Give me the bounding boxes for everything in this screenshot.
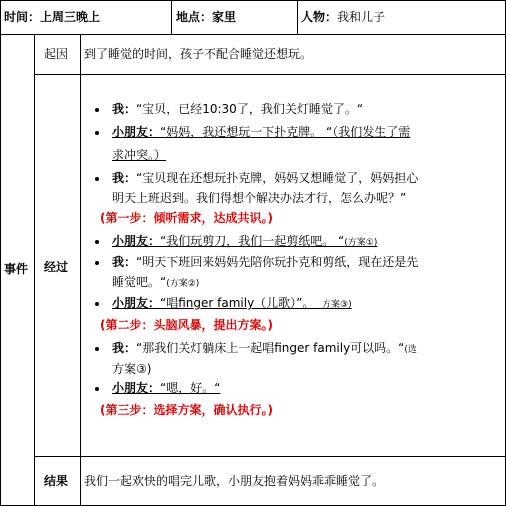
time-cell: 时间：上周三晚上: [4, 10, 101, 24]
bullet-8: [95, 387, 99, 391]
speaker: 我：: [112, 341, 137, 355]
dialogue-text: 睡觉吧。“: [112, 275, 167, 289]
dialogue-item-1: [112, 101, 363, 117]
bullet-5: [95, 261, 99, 265]
dialogue-text: “明天下班回来妈妈先陪你玩扑克和剪纸，现在还是先: [136, 255, 419, 269]
cause-label: 起因: [44, 47, 69, 61]
place-cell: 地点：家里: [176, 10, 237, 24]
label-col-divider: [80, 34, 81, 506]
speaker: 我：: [112, 171, 137, 185]
process-label: 经过: [44, 260, 69, 274]
header-col-divider-2: [297, 0, 298, 34]
result-text: 我们一起欢快的唱完儿歌，小朋友抱着妈妈乖乖睡觉了。: [84, 474, 385, 488]
bullet-6: [95, 302, 99, 306]
speaker: 我：: [112, 102, 137, 116]
step-2: (第二步：头脑风暴，提出方案。): [100, 318, 273, 332]
table-border-left: [0, 0, 1, 506]
dialogue-text: “我们玩剪刀，我们一起剪纸吧。 “: [160, 234, 345, 248]
person-value: 我和儿子: [337, 10, 386, 24]
cause-row-divider: [34, 74, 506, 75]
dialogue-item-2-cont: 求冲突。）: [112, 148, 167, 162]
dialogue-text: “唱finger family（儿歌）”。: [160, 296, 315, 310]
table-border-top: [0, 0, 506, 1]
dialogue-item-3-cont: 明天上班迟到。我们得想个解决办法才行，怎么办呢？”: [112, 191, 407, 205]
header-row-divider: [0, 34, 506, 35]
plan-note: (方案①): [344, 238, 378, 248]
person-label: 人物：: [301, 10, 338, 24]
dialogue-text: “宝贝，已经10:30了，我们关灯睡觉了。“: [136, 102, 364, 116]
speaker: 小朋友：: [112, 125, 161, 139]
dialogue-item-3: [112, 170, 418, 186]
dialogue-text: “嗯，好。“: [160, 381, 221, 395]
bullet-7: [95, 347, 99, 351]
result-label: 结果: [44, 474, 69, 488]
bullet-4: [95, 240, 99, 244]
dialogue-text: “妈妈，我还想玩一下扑克牌。 “（我们发生了需: [160, 125, 411, 139]
bullet-1: [95, 108, 99, 112]
event-label: 事件: [4, 262, 29, 276]
dialogue-item-4: [112, 233, 377, 251]
cause-text: 到了睡觉的时间，孩子不配合睡觉还想玩。: [84, 47, 313, 61]
plan-note: 方案③): [322, 300, 352, 310]
plan-note: (方案②): [166, 279, 200, 289]
dialogue-item-7-cont: 方案③): [112, 362, 152, 376]
speaker: 小朋友：: [112, 381, 161, 395]
dialogue-text: “宝贝现在还想玩扑克牌，妈妈又想睡觉了，妈妈担心: [136, 171, 419, 185]
dialogue-item-7: [112, 340, 417, 358]
person-cell: [301, 9, 385, 25]
speaker: 小朋友：: [112, 234, 161, 248]
dialogue-item-5: [112, 254, 418, 270]
speaker: 小朋友：: [112, 296, 161, 310]
header-col-divider-1: [171, 0, 172, 34]
speaker: 我：: [112, 255, 137, 269]
bullet-2: [95, 131, 99, 135]
process-row-divider: [34, 456, 506, 457]
step-1: (第一步：倾听需求，达成共识。): [100, 211, 273, 225]
event-col-divider: [34, 34, 35, 506]
bullet-3: [95, 177, 99, 181]
dialogue-item-8: [112, 380, 220, 396]
dialogue-text: “那我们关灯躺床上一起唱finger family可以吗。“: [136, 341, 405, 355]
dialogue-item-2: [112, 124, 410, 140]
dialogue-item-5-cont: [112, 274, 199, 292]
step-3: (第三步：选择方案，确认执行。): [100, 403, 273, 417]
dialogue-item-6: [112, 295, 352, 313]
plan-note: (选: [404, 345, 417, 355]
